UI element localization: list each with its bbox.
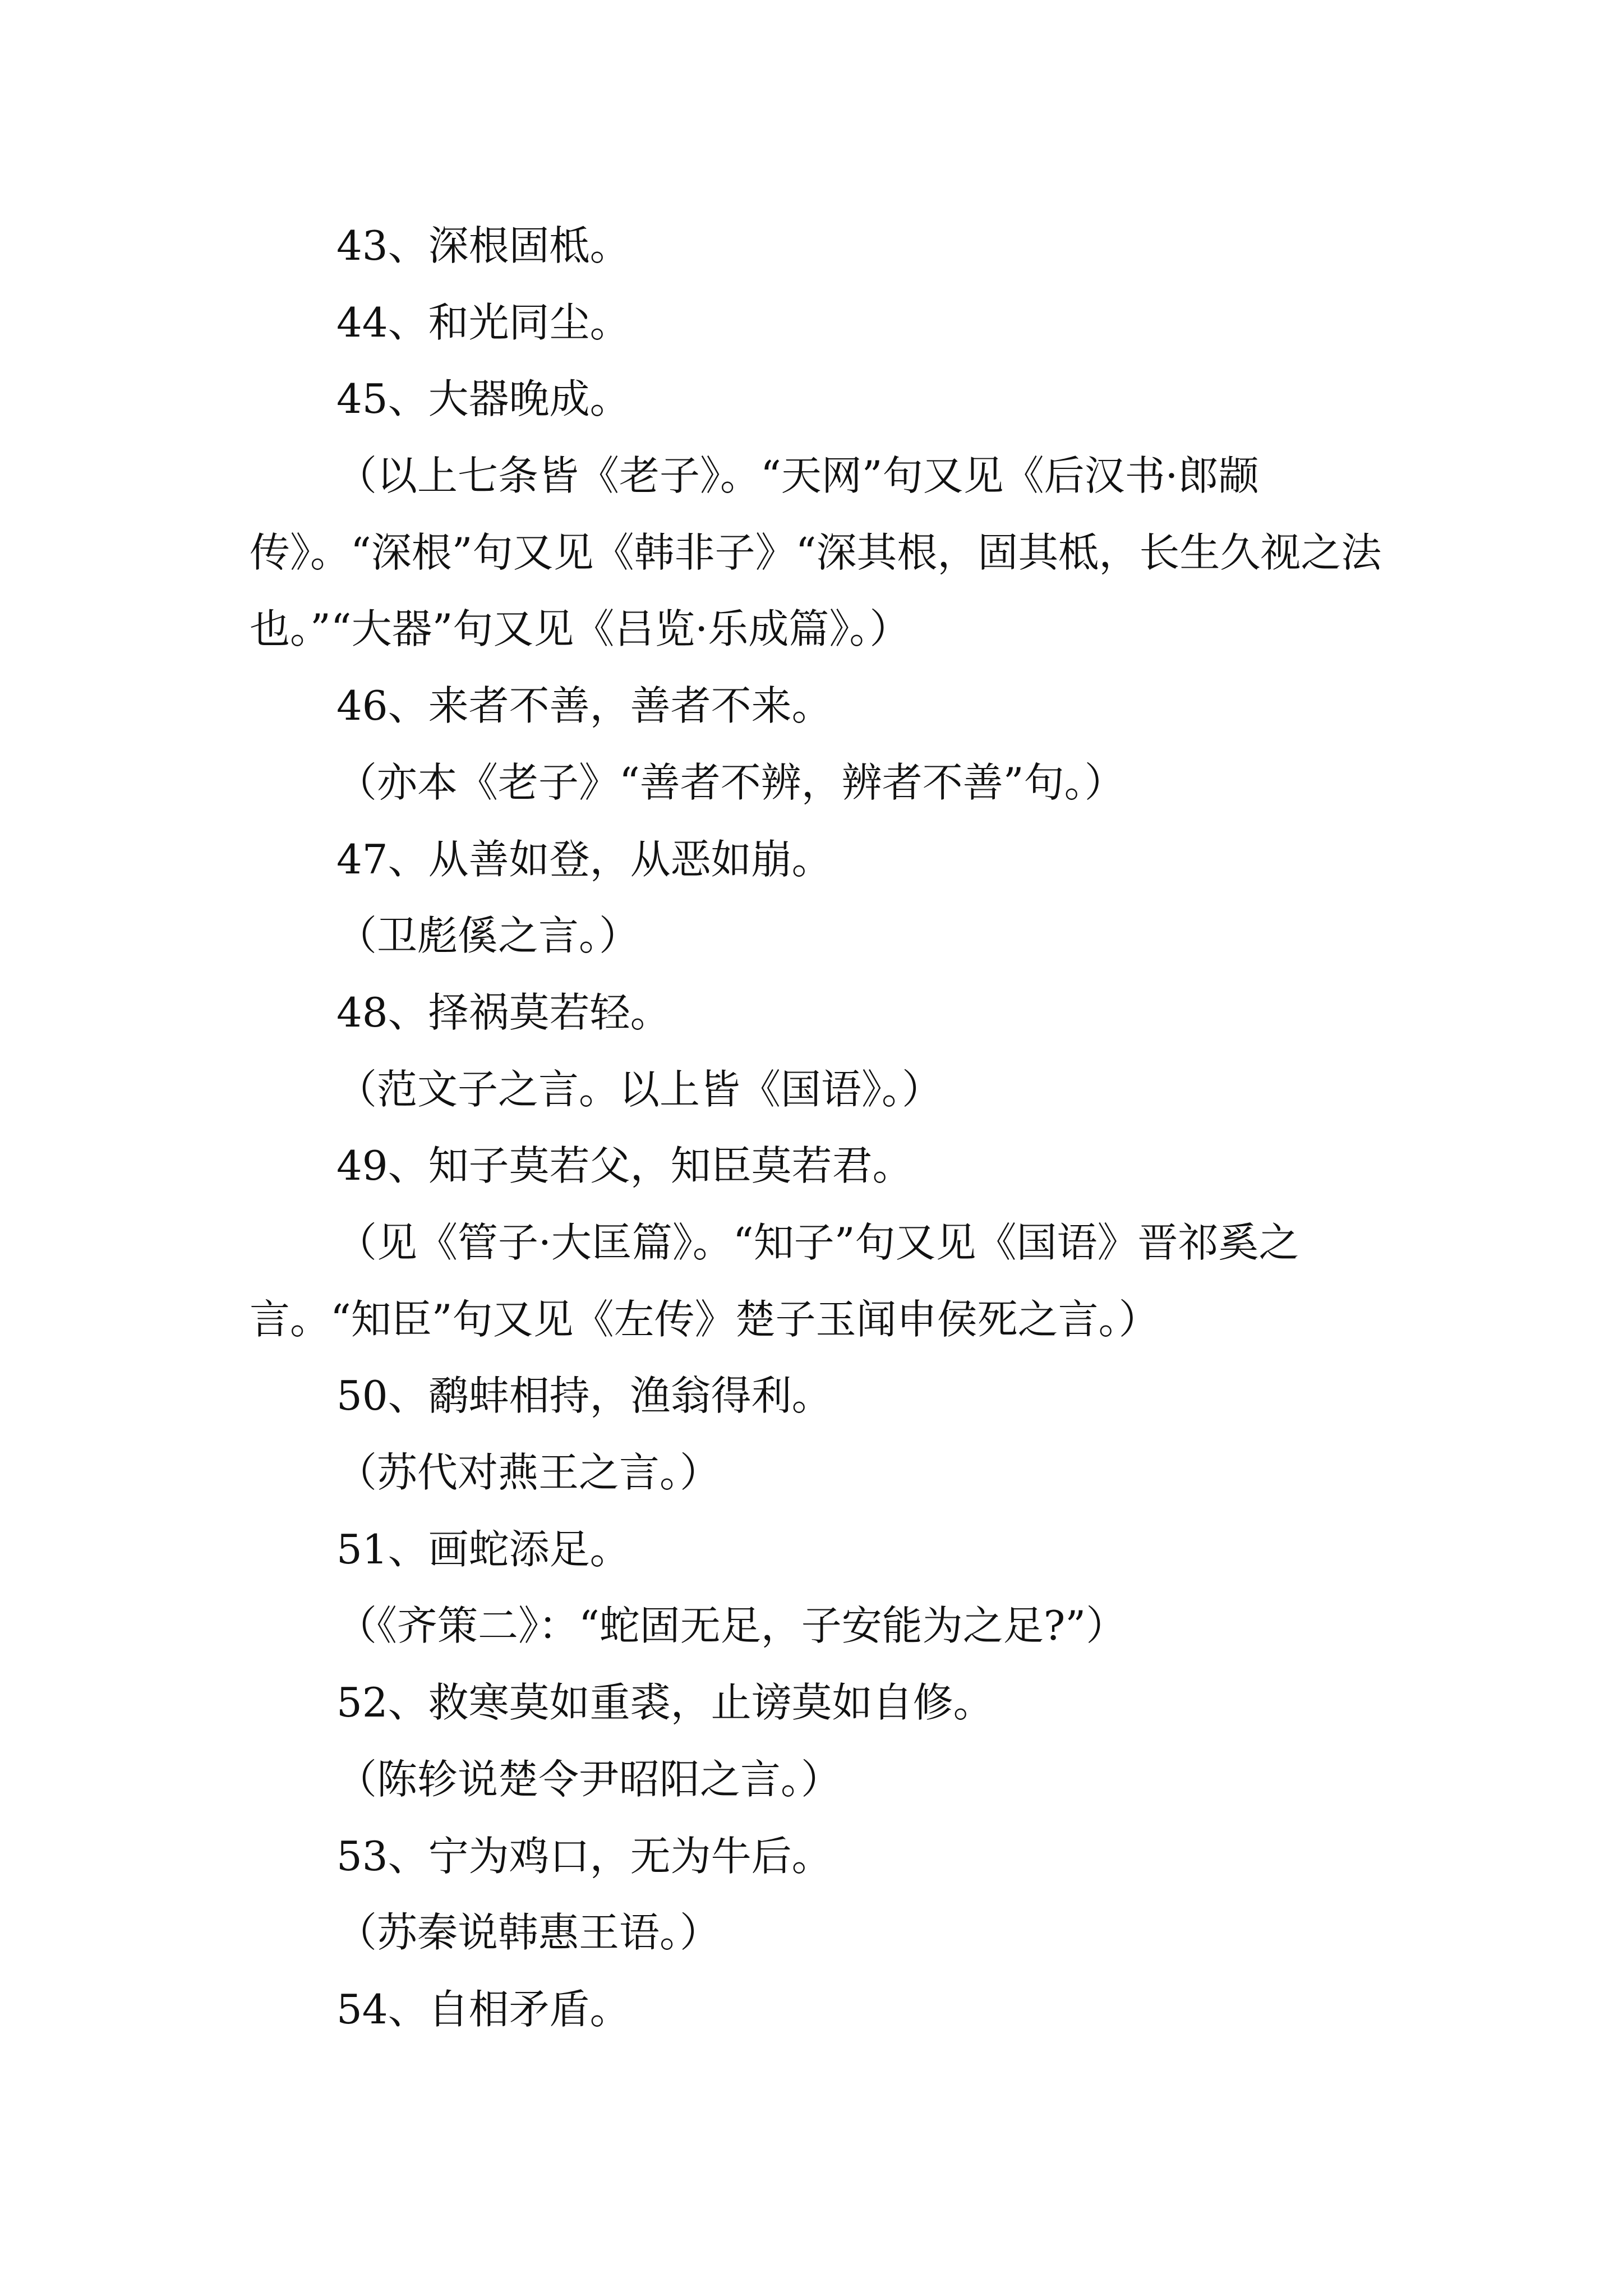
text-line: 53、宁为鸡口，无为牛后。 [336, 1832, 832, 1880]
text-line: （《齐策二》：“蛇固无足，子安能为之足?”） [336, 1602, 1127, 1650]
text-line: （苏代对燕王之言。） [336, 1449, 721, 1497]
text-line: 46、来者不善，善者不来。 [336, 682, 832, 730]
text-line: （苏秦说韩惠王语。） [336, 1909, 721, 1957]
text-line: 51、画蛇添足。 [336, 1525, 630, 1573]
text-line: 52、救寒莫如重裘，止谤莫如自修。 [336, 1679, 994, 1727]
text-line: （陈轸说楚令尹昭阳之言。） [336, 1755, 842, 1803]
text-line: 49、知子莫若父，知臣莫若君。 [336, 1142, 913, 1190]
text-line: 48、择祸莫若轻。 [336, 988, 671, 1036]
text-line: 44、和光同尘。 [336, 298, 630, 346]
text-paragraph: （见《管子·大匡篇》。“知子”句又见《国语》晋祁奚之言。“知臣”句又见《左传》楚子玉闻申侯死之言。） [250, 1218, 1299, 1343]
text-paragraph: （以上七条皆《老子》。“天网”句又见《后汉书·郎颛传》。“深根”句又见《韩非子》“深其根，固其柢，长生久视之法也。”“大器”句又见《吕览·乐成篇》。） [250, 452, 1382, 653]
text-line: 43、深根固柢。 [336, 222, 630, 269]
document-body [250, 208, 1394, 2048]
text-line: （卫彪傒之言。） [336, 912, 640, 960]
text-line: （亦本《老子》“善者不辨，辨者不善”句。） [336, 758, 1125, 806]
text-line: 54、自相矛盾。 [336, 1985, 630, 2033]
text-line: 50、鹬蚌相持，渔翁得利。 [336, 1372, 832, 1420]
text-line: 47、从善如登，从恶如崩。 [336, 835, 832, 883]
text-line: 45、大器晚成。 [336, 375, 630, 423]
text-line: （范文子之言。以上皆《国语》。） [336, 1065, 943, 1113]
